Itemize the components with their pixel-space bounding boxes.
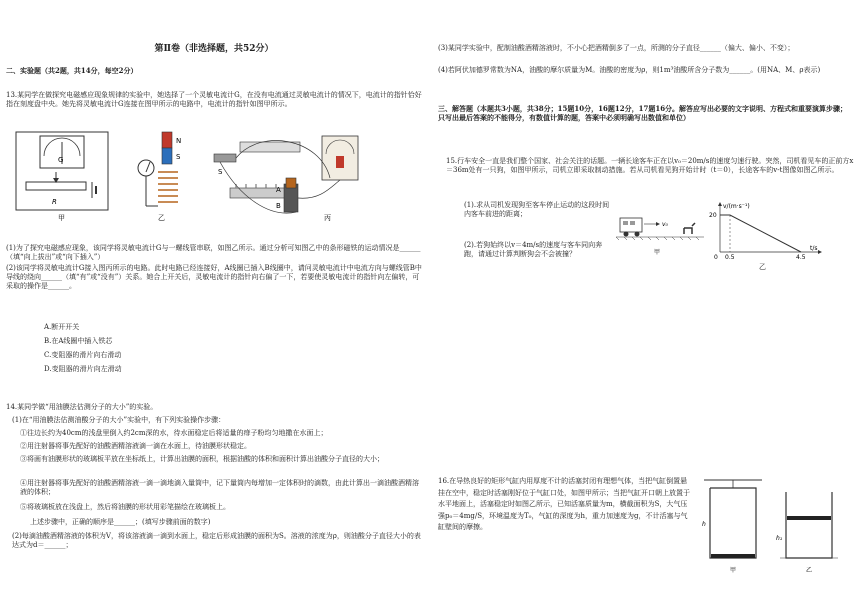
q15-part2: (2).若狗始终以v＝4m/s的速度与客车同向奔跑，请通过计算判断狗会不会被撞？ (464, 241, 603, 258)
q16-h1-label: h₁ (776, 535, 783, 542)
q13-part2: (2)该同学将灵敏电流计G接入图丙所示的电路。此时电路已经连接好，A线圈已插入B线圈中，请问灵敏电流计中电流方向与螺线管B中导线的绕向______（填“有”或“没有”）关系。她合上开关后，灵敏电流计的指针向右偏了一下，若要使灵敏电流计的指针向左偏转，可采取的操作是______。 (6, 264, 422, 290)
q13-option-b: B.在A线圈中插入铁芯 (44, 337, 113, 345)
part2-title: 第Ⅱ卷（非选择题，共52分） (154, 44, 274, 54)
figure-bing-apparatus (200, 128, 380, 223)
q14-order: 上述步骤中，正确的顺序是______；(填写步骤前面的数字) (30, 518, 211, 526)
q14-step-5: ⑤将玻璃板放在浅盘上，然后将油膜的形状用彩笔描绘在玻璃板上。 (20, 503, 230, 511)
figure-jia-circuit (12, 128, 112, 223)
figure-yi-coil (128, 128, 198, 223)
q14-part3: (3)某同学实验中，配制油酸酒精溶液时，不小心把酒精倒多了一点，所测的分子直径______（偏大、偏小、不变）； (438, 44, 795, 52)
q15-figure-vt-graph (708, 200, 828, 260)
q15-stem: 15.行车安全一直是我们整个国家、社会关注的话题。一辆长途客车正在以v₀＝20m/s的速度匀速行驶。突然，司机看见车的正前方x＝36m处有一只狗，如图甲所示，司机立即采取制动措施。若从司机看见狗开始计时（t＝0），长途客车的v-t图像如图乙所示。 (446, 157, 854, 174)
q14-part4: (4)若阿伏加德罗常数为NA，油酸的摩尔质量为M。油酸的密度为ρ，则1m³油酸所含分子数为______。(用NA、M、ρ表示) (438, 66, 821, 74)
q15-x05: 0.5 (725, 254, 735, 260)
label-g: G (58, 156, 64, 164)
q15-v0-label: v₀ (662, 221, 668, 228)
label-bing: 丙 (324, 214, 331, 222)
q14-step-3: ③将画有油膜形状的玻璃板平放在坐标纸上，计算出油膜的面积，根据油酸的体积和面积计算出油酸分子直径的大小； (20, 455, 384, 463)
q15-yi-caption: 乙 (759, 263, 766, 271)
label-b: B (276, 202, 281, 210)
q14-step-1: ①往边长约为40cm的浅盘里倒入约2cm深的水，待水面稳定后将适量的痱子粉均匀地撒在水面上； (20, 429, 328, 437)
label-s: S (176, 153, 181, 161)
q15-xlabel: t/s (810, 245, 818, 252)
q16-jia-label: 甲 (730, 567, 737, 574)
q13-option-c: C.变阻器的滑片向右滑动 (44, 351, 122, 359)
q14-stem: 14.某同学做“用油膜法估测分子的大小”的实验。 (6, 403, 158, 411)
q13-stem: 13.某同学在做探究电磁感应现象规律的实验中，她选择了一个灵敏电流计G，在没有电流通过灵敏电流计的情况下，电流计的指针恰好指在刻度盘中央。她先将灵敏电流计G连接在图甲所示的电路中，电流计的指针如图甲所示。 (6, 91, 422, 108)
q13-option-a: A.断开开关 (44, 323, 80, 331)
q15-figure-jia (616, 210, 706, 258)
label-yi: 乙 (158, 214, 165, 222)
q14-step-4: ④用注射器将事先配好的油酸酒精溶液一滴一滴地滴入量筒中，记下量筒内每增加一定体积时的滴数，由此计算出一滴油酸酒精溶液的体积； (20, 479, 419, 496)
label-switch-s: S (218, 168, 223, 176)
label-r: R (52, 198, 57, 206)
label-jia: 甲 (58, 214, 65, 222)
q16-yi-label: 乙 (806, 567, 813, 574)
section2-heading: 二、实验题（共2题，共14分，每空2分） (6, 66, 138, 75)
q16-h-label: h (702, 521, 706, 528)
q16-figure-cylinders (700, 478, 850, 576)
q15-jia-label: 甲 (654, 249, 661, 256)
q15-y20: 20 (709, 212, 717, 219)
q16-stem: 16.在导热良好的矩形气缸内用厚度不计的活塞封闭有理想气体，当把气缸倒置悬挂在空中，稳定时活塞刚好位于气缸口处，如图甲所示；当把气缸开口朝上放置于水平地面上，活塞稳定时如图乙所示，已知活塞质量为m，横截面积为S，大气压强p₀＝4mg/S，环境温度为T₀，气缸的深度为h，重力加速度为g，不计活塞与气缸壁间的摩擦。 (438, 477, 690, 531)
q14-part1: (1)在“用油膜法估测油酸分子的大小”实验中，有下列实验操作步骤： (12, 416, 226, 424)
label-a: A (276, 186, 281, 194)
q14-step-2: ②用注射器将事先配好的油酸酒精溶液滴一滴在水面上，待油膜形状稳定。 (20, 442, 251, 450)
section3-heading: 三、解答题（本题共3小题，共38分；15题10分，16题12分，17题16分。解答应写出必要的文字说明、方程式和重要演算步骤；只写出最后答案的不能得分，有数值计算的题，答案中必须明确写出数值和单位） (438, 104, 848, 122)
q15-part1: (1).求从司机发现狗至客车停止运动的这段时间内客车前进的距离； (464, 201, 610, 218)
q13-option-d: D.变阻器的滑片向左滑动 (44, 365, 122, 373)
q13-part1: (1)为了探究电磁感应现象，该同学将灵敏电流计G与一螺线管串联，如图乙所示。通过分析可知图乙中的条形磁铁的运动情况是______（填“向上拔出”或“向下插入”） (6, 244, 421, 261)
q15-origin: 0 (714, 254, 718, 260)
q15-ylabel: v/(m·s⁻¹) (723, 203, 750, 210)
q15-x45: 4.5 (796, 254, 806, 260)
q14-part2: (2)每滴油酸酒精溶液的体积为V，将该溶液滴一滴到水面上，稳定后形成油膜的面积为S。溶液的浓度为ρ，则油酸分子直径大小的表达式为d＝______； (12, 532, 421, 549)
label-n: N (176, 137, 182, 145)
